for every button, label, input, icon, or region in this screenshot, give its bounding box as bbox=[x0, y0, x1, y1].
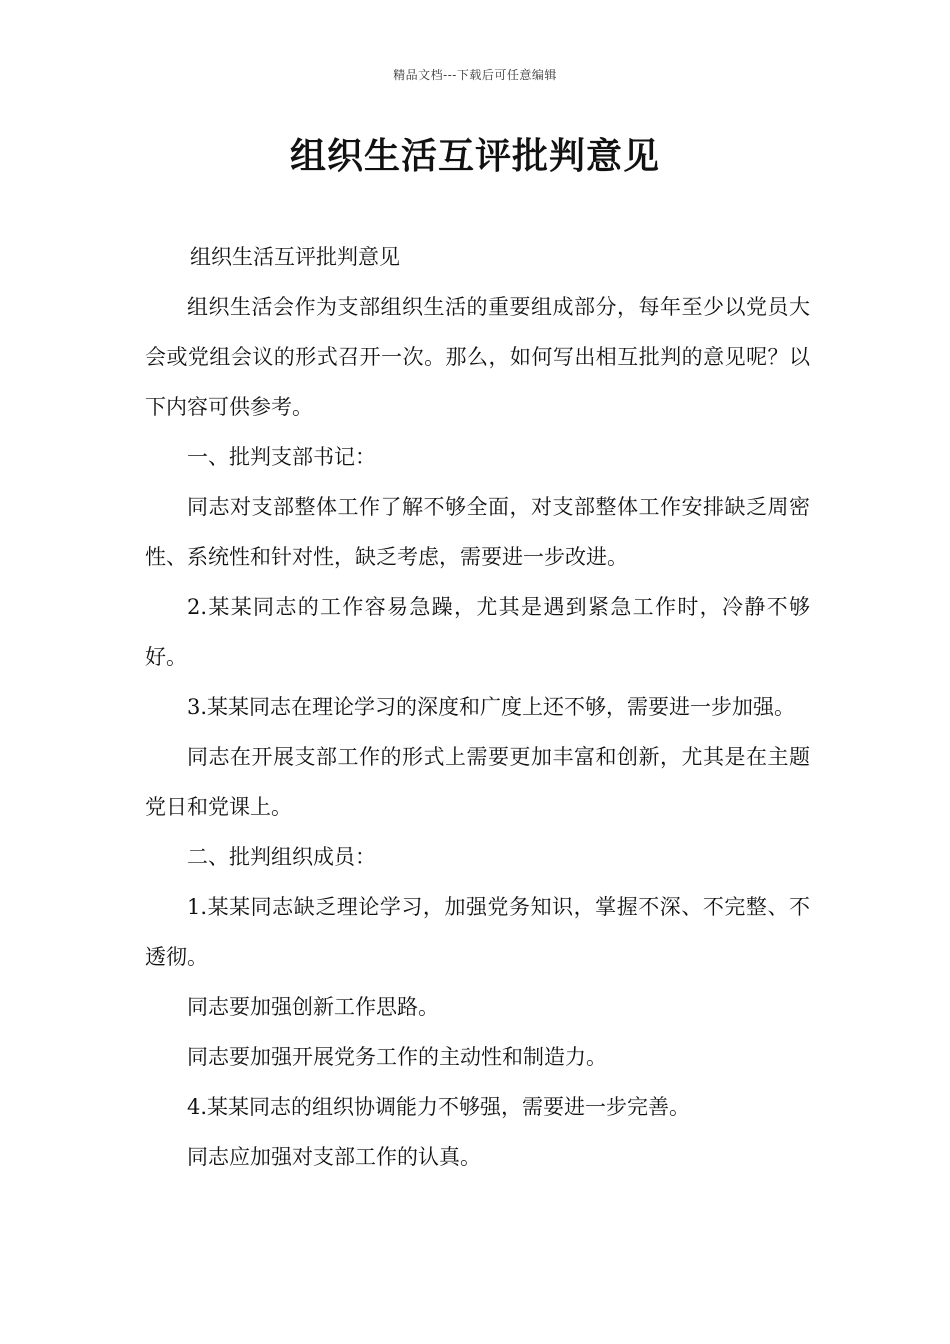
document-body bbox=[145, 232, 810, 1182]
paragraph-item: 同志应加强对支部工作的认真。 bbox=[187, 1145, 481, 1169]
paragraph-intro: 组织生活会作为支部组织生活的重要组成部分，每年至少以党员大会或党组会议的形式召开一次。那么，如何写出相互批判的意见呢？以下内容可供参考。 bbox=[145, 295, 810, 419]
paragraph-subtitle: 组织生活互评批判意见 bbox=[190, 245, 400, 269]
paragraph-item: 同志要加强开展党务工作的主动性和制造力。 bbox=[187, 1045, 607, 1069]
paragraph-item: 4.某某同志的组织协调能力不够强，需要进一步完善。 bbox=[187, 1095, 691, 1119]
paragraph-item: 1.某某同志缺乏理论学习，加强党务知识，掌握不深、不完整、不透彻。 bbox=[145, 895, 810, 969]
header-note: 精品文档---下载后可任意编辑 bbox=[393, 68, 557, 82]
section-heading-secretary: 一、批判支部书记： bbox=[187, 445, 376, 469]
paragraph-item: 2.某某同志的工作容易急躁，尤其是遇到紧急工作时，冷静不够好。 bbox=[145, 595, 810, 669]
paragraph-item: 同志在开展支部工作的形式上需要更加丰富和创新，尤其是在主题党日和党课上。 bbox=[145, 745, 810, 819]
paragraph-item: 同志对支部整体工作了解不够全面，对支部整体工作安排缺乏周密性、系统性和针对性，缺乏考虑，需要进一步改进。 bbox=[145, 495, 810, 569]
section-heading-members: 二、批判组织成员： bbox=[187, 845, 376, 869]
paragraph-item: 同志要加强创新工作思路。 bbox=[187, 995, 439, 1019]
document-title: 组织生活互评批判意见 bbox=[289, 136, 660, 177]
paragraph-item: 3.某某同志在理论学习的深度和广度上还不够，需要进一步加强。 bbox=[187, 695, 796, 719]
